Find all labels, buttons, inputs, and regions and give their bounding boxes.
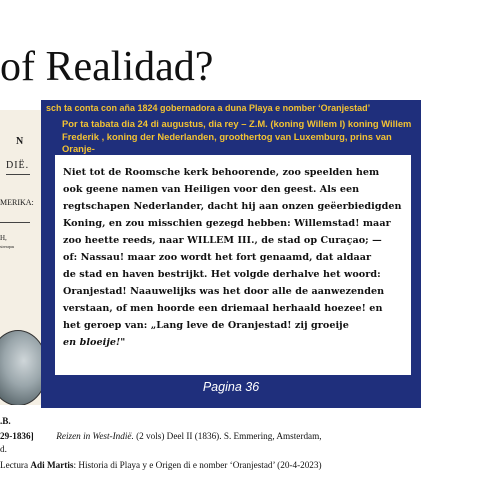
reference-book-details: (2 vols) Deel II (1836). S. Emmering, Amsterdam, bbox=[136, 431, 322, 441]
book-line: H, bbox=[0, 234, 7, 242]
caption-line: Frederik , koning der Nederlanden, groothertog van Luxemburg, prins van Oranje- bbox=[62, 130, 392, 154]
book-excerpt bbox=[55, 155, 411, 375]
reference-book-title: Reizen in West-Indië. bbox=[56, 431, 134, 441]
excerpt-line: verstaan, of men hoorde een driemaal herhaald hoezee! en bbox=[63, 303, 383, 314]
reference-years: 29-1836] bbox=[0, 431, 34, 441]
excerpt-line: regtschapen Nederlander, dacht hij aan onzen geëerbiedigden bbox=[63, 201, 402, 212]
excerpt-line: het geroep van: „Lang leve de Oranjestad! zij groeije bbox=[63, 320, 349, 331]
book-line: DIË. bbox=[6, 160, 30, 171]
book-line: strerapas bbox=[0, 244, 15, 249]
lecturer-name: Adi Martis bbox=[30, 460, 74, 470]
page-label: Pagina 36 bbox=[202, 380, 260, 394]
excerpt-line: Oranjestad! Naauwelijks was het door alle de aanwezenden bbox=[63, 286, 385, 297]
slide-title: of Realidad? bbox=[0, 44, 214, 90]
reference-author: .B. bbox=[0, 416, 11, 426]
divider bbox=[6, 174, 30, 175]
excerpt-line: of: Nassau! maar zoo wordt het fort genaamd, dat aldaar bbox=[63, 252, 372, 263]
excerpt-line: Niet tot de Roomsche kerk behoorende, zoo speelden hem bbox=[63, 167, 380, 178]
excerpt-line: zoo heette reeds, naar WILLEM III., de stad op Curaçao; — bbox=[63, 235, 382, 246]
reference-place: d. bbox=[0, 444, 7, 454]
divider bbox=[0, 222, 30, 223]
caption-line: Por ta tabata dia 24 di augustus, dia rey – Z.M. (koning Willem I) koning Willem bbox=[62, 118, 412, 129]
excerpt-line: Koning, en zou misschien gezegd hebben: Willemstad! maar bbox=[63, 218, 391, 229]
excerpt-line: ook geene namen van Heiligen voor den geest. Als een bbox=[63, 184, 360, 195]
reference-lecture bbox=[0, 460, 322, 471]
lecture-details: : Historia di Playa y e Origen di e nomber ‘Oranjestad’ (20-4-2023) bbox=[73, 460, 322, 470]
lecture-prefix: Lectura bbox=[0, 460, 29, 470]
book-line: MERIKA: bbox=[0, 198, 34, 207]
excerpt-line: de stad en haven bestrijkt. Het volgde derhalve het woord: bbox=[63, 269, 381, 280]
caption-top: sch ta conta con aña 1824 gobernadora a duna Playa e nomber ‘Oranjestad’ bbox=[46, 103, 371, 113]
excerpt-line: en bloeije!" bbox=[63, 337, 126, 348]
book-line: N bbox=[16, 136, 24, 147]
reference-citation bbox=[0, 431, 322, 442]
